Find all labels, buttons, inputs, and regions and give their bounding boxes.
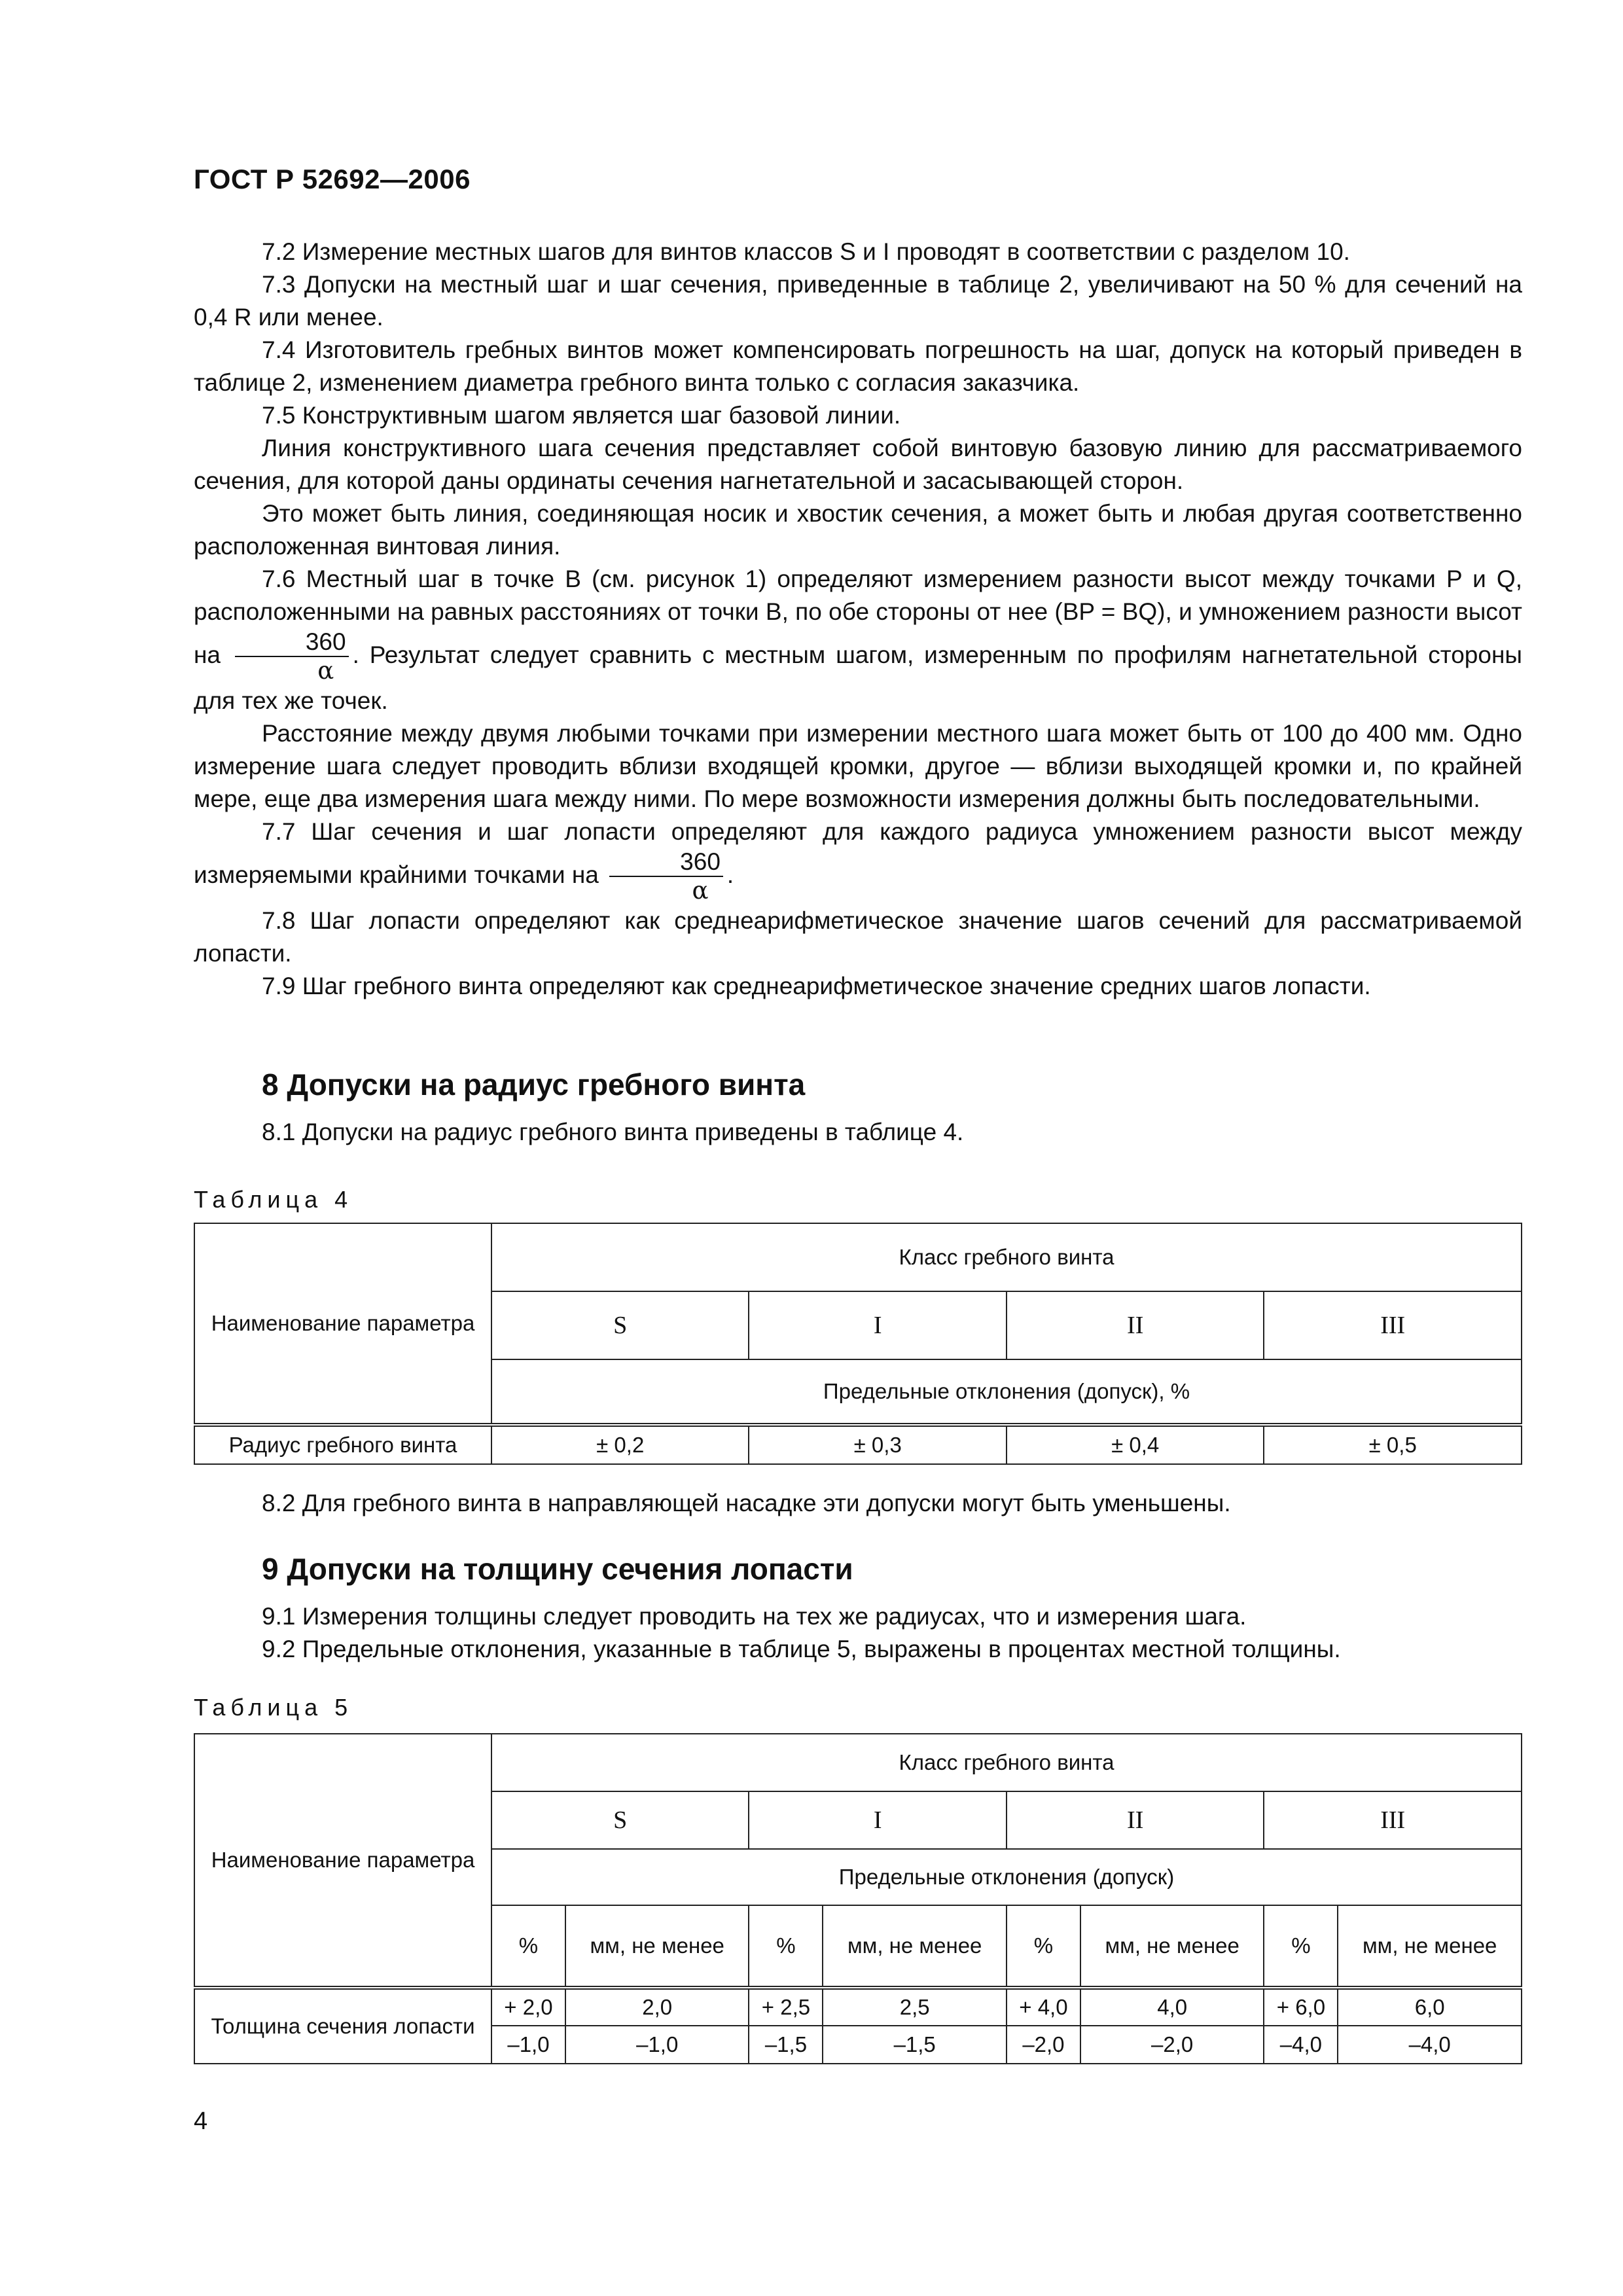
cell: –2,0 (1007, 2026, 1080, 2064)
fraction-360-alpha (235, 628, 349, 685)
class-s: S (491, 1791, 749, 1849)
cell: 4,0 (1080, 1988, 1264, 2026)
paragraph-7-7 (194, 816, 1522, 905)
paragraph-9-1: 9.1 Измерения толщины следует проводить на тех же радиусах, что и измерения шага. (262, 1603, 1247, 1630)
sub-header-mm: мм, не менее (1080, 1905, 1264, 1988)
paragraph-7-6-c: Расстояние между двумя любыми точками при измерении местного шага может быть от 100 до 400 мм. Одно измерение шага следует проводить вблизи входящей кромки, другое — вблизи выходящей кромки и, по крайней мере, еще два измерения шага между ними. По мере возможности измерения должны быть последовательными. (194, 720, 1522, 812)
paragraph-7-6-part1: 7.6 Местный шаг в точке B (см. рисунок 1) определяют измерением разности высот между точками P и Q, расположенными на равных расстояниях от точки B, по обе стороны от нее (BP = BQ), и умножением разности высот на (194, 565, 1522, 668)
cell: ± 0,4 (1007, 1425, 1264, 1464)
table-5 (194, 1733, 1522, 2064)
class-ii: II (1007, 1791, 1264, 1849)
cell: ± 0,2 (491, 1425, 749, 1464)
fraction-denominator: α (692, 876, 709, 905)
sub-header-percent: % (1007, 1905, 1080, 1988)
cell: + 2,5 (749, 1988, 823, 2026)
cell: –1,5 (749, 2026, 823, 2064)
param-header: Наименование параметра (194, 1734, 491, 1988)
section-8-text-2 (194, 1487, 1522, 1520)
class-header: Класс гребного винта (491, 1734, 1522, 1791)
paragraph-9-2: 9.2 Предельные отклонения, указанные в таблице 5, выражены в процентах местной толщины. (262, 1636, 1341, 1662)
cell: 2,0 (565, 1988, 749, 2026)
fraction-360-alpha (609, 848, 723, 905)
paragraph-7-5-c: Это может быть линия, соединяющая носик и хвостик сечения, а может быть и любая другая соответственно расположенная винтовая линия. (194, 500, 1522, 560)
cell: + 2,0 (491, 1988, 565, 2026)
sub-header-mm: мм, не менее (565, 1905, 749, 1988)
row-name: Радиус гребного винта (194, 1425, 491, 1464)
page-number: 4 (194, 2108, 208, 2135)
sub-header-percent: % (1264, 1905, 1338, 1988)
row-name: Толщина сечения лопасти (194, 1988, 491, 2064)
paragraph-7-7-part2: . (726, 861, 734, 888)
cell: 6,0 (1338, 1988, 1522, 2026)
table-4-caption: Таблица 4 (194, 1186, 353, 1213)
cell: + 4,0 (1007, 1988, 1080, 2026)
cell: –2,0 (1080, 2026, 1264, 2064)
section-8-title: 8 Допуски на радиус гребного винта (262, 1067, 806, 1102)
table-4 (194, 1223, 1522, 1465)
cell: 2,5 (823, 1988, 1007, 2026)
cell: –1,0 (565, 2026, 749, 2064)
fraction-denominator: α (317, 656, 334, 685)
paragraph-7-3: 7.3 Допуски на местный шаг и шаг сечения, приведенные в таблице 2, увеличивают на 50 % для сечений на 0,4 R или менее. (194, 271, 1522, 331)
class-iii: III (1264, 1291, 1522, 1359)
param-header: Наименование параметра (194, 1223, 491, 1425)
section-8-text (194, 1116, 1522, 1149)
sub-header-mm: мм, не менее (1338, 1905, 1522, 1988)
paragraph-7-5: 7.5 Конструктивным шагом является шаг базовой линии. (262, 402, 901, 429)
sub-header-percent: % (749, 1905, 823, 1988)
cell: + 6,0 (1264, 1988, 1338, 2026)
cell: –4,0 (1338, 2026, 1522, 2064)
fraction-numerator: 360 (609, 848, 723, 877)
class-iii: III (1264, 1791, 1522, 1849)
paragraph-7-5-b: Линия конструктивного шага сечения представляет собой винтовую базовую линию для рассматриваемого сечения, для которой даны ординаты сечения нагнетательной и засасывающей сторон. (194, 435, 1522, 494)
class-ii: II (1007, 1291, 1264, 1359)
section-9-text (194, 1600, 1522, 1666)
class-s: S (491, 1291, 749, 1359)
paragraph-7-7-part1: 7.7 Шаг сечения и шаг лопасти определяют для каждого радиуса умножением разности высот между измеряемыми крайними точками на (194, 818, 1522, 888)
paragraph-7-6-part2: . Результат следует сравнить с местным шагом, измеренным по профилям нагнетательной стороны для тех же точек. (194, 641, 1522, 714)
cell: –1,5 (823, 2026, 1007, 2064)
class-i: I (749, 1291, 1006, 1359)
sub-header-percent: % (491, 1905, 565, 1988)
paragraph-7-2: 7.2 Измерение местных шагов для винтов классов S и I проводят в соответствии с разделом 10. (262, 238, 1350, 265)
fraction-numerator: 360 (235, 628, 349, 657)
document-header: ГОСТ Р 52692—2006 (194, 164, 471, 194)
paragraph-7-8: 7.8 Шаг лопасти определяют как среднеарифметическое значение шагов сечений для рассматриваемой лопасти. (194, 907, 1522, 967)
class-header: Класс гребного винта (491, 1223, 1522, 1291)
table-row (194, 1425, 1522, 1464)
cell: –1,0 (491, 2026, 565, 2064)
cell: ± 0,5 (1264, 1425, 1522, 1464)
paragraph-7-6 (194, 563, 1522, 717)
class-i: I (749, 1791, 1006, 1849)
cell: ± 0,3 (749, 1425, 1006, 1464)
deviation-header: Предельные отклонения (допуск) (491, 1849, 1522, 1905)
paragraph-7-4: 7.4 Изготовитель гребных винтов может компенсировать погрешность на шаг, допуск на который приведен в таблице 2, изменением диаметра гребного винта только с согласия заказчика. (194, 336, 1522, 396)
table-row (194, 1988, 1522, 2026)
table-5-caption: Таблица 5 (194, 1694, 353, 1721)
paragraph-8-1: 8.1 Допуски на радиус гребного винта приведены в таблице 4. (262, 1119, 964, 1145)
section-9-title: 9 Допуски на толщину сечения лопасти (262, 1552, 853, 1586)
section-7-text (194, 236, 1522, 1003)
deviation-header: Предельные отклонения (допуск), % (491, 1359, 1522, 1425)
paragraph-8-2: 8.2 Для гребного винта в направляющей насадке эти допуски могут быть уменьшены. (262, 1490, 1231, 1516)
sub-header-mm: мм, не менее (823, 1905, 1007, 1988)
cell: –4,0 (1264, 2026, 1338, 2064)
paragraph-7-9: 7.9 Шаг гребного винта определяют как среднеарифметическое значение средних шагов лопасти. (262, 973, 1371, 999)
